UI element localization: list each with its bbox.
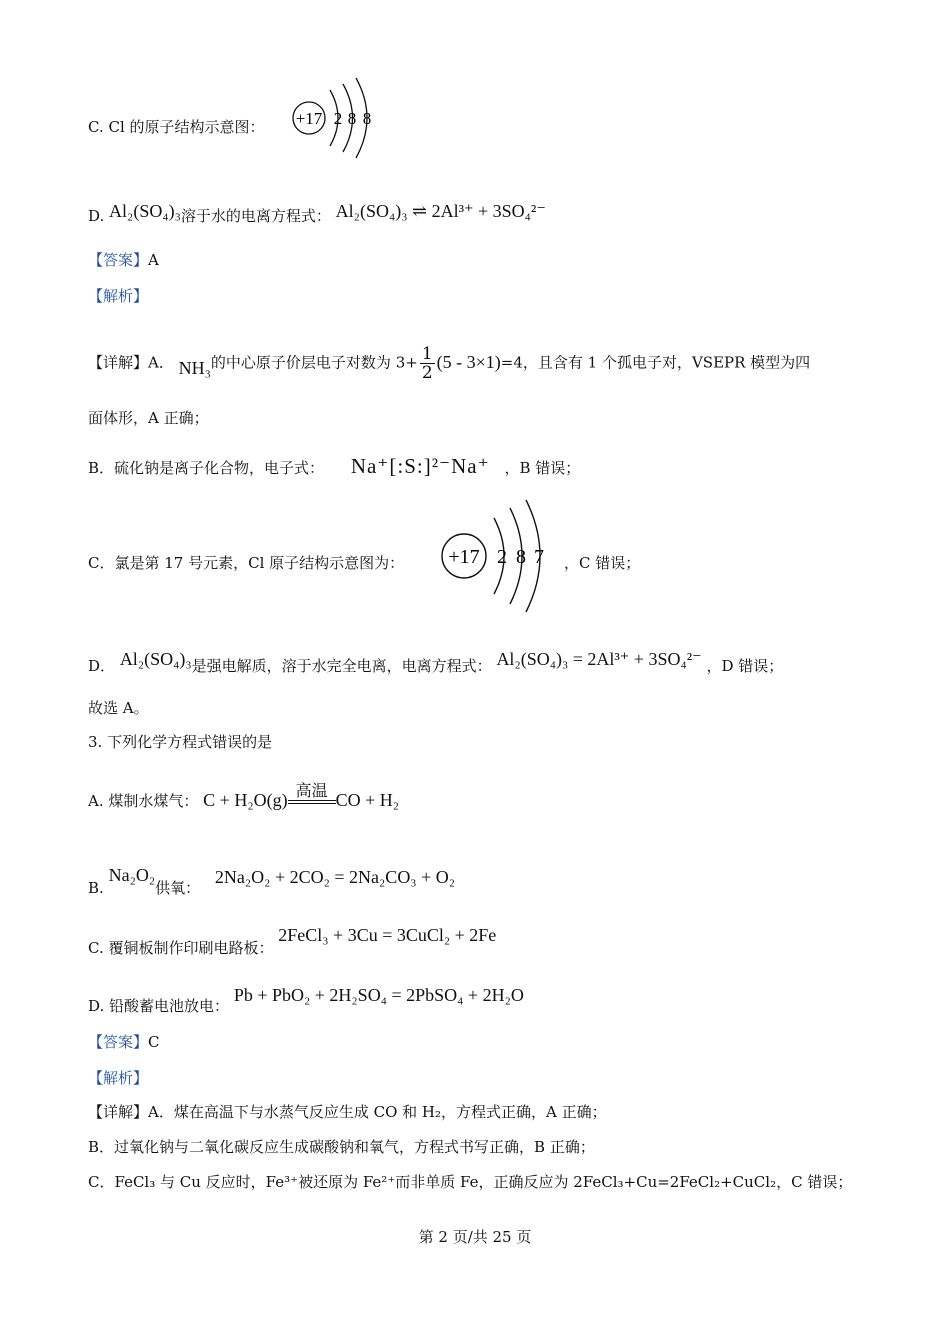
- electron-formula-na2s: Na⁺[:S:]²⁻Na⁺: [350, 454, 490, 478]
- detail-a-expression: (5 - 3×1): [436, 351, 501, 372]
- q2-detail-c: [88, 552, 404, 574]
- nucleus-charge: +17: [295, 109, 323, 128]
- option-b-label-2: 供氧：: [155, 879, 201, 897]
- atom-diagram-cl-288: [288, 76, 388, 160]
- detail-label: 【详解】: [88, 353, 149, 372]
- answer-label: 【答案】: [88, 1033, 149, 1051]
- reaction-condition-arrow: [288, 782, 336, 812]
- shell-1: 2: [333, 109, 343, 128]
- option-a-rhs: CO + H₂: [335, 790, 400, 810]
- q2-detail-c-result: ，C 错误；: [564, 554, 641, 572]
- detail-d-result: ，D 错误；: [706, 657, 784, 675]
- formula-na2o2: Na₂O₂: [108, 865, 156, 885]
- detail-b-text: B．硫化钠是离子化合物，电子式：: [88, 459, 325, 477]
- q3-option-a: [88, 782, 399, 812]
- detail-a-text: A．煤在高温下与水蒸气反应生成 CO 和 H₂，方程式正确，A 正确；: [148, 1103, 607, 1121]
- ionization-equation-reversible: [336, 200, 546, 222]
- shell-3: 7: [534, 546, 544, 568]
- page-footer: 第 2 页/共 25 页: [418, 1228, 532, 1246]
- q3-option-b: [88, 864, 455, 899]
- option-c-equation: 2FeCl₃ + 3Cu = 3CuCl₂ + 2Fe: [278, 925, 497, 945]
- option-b-equation: 2Na₂O₂ + 2CO₂ = 2Na₂CO₃ + O₂: [214, 867, 456, 887]
- condition-text: 高温: [295, 781, 328, 800]
- equals-sign-icon: [288, 800, 336, 804]
- q3-detail-b: B．过氧化钠与二氧化碳反应生成碳酸钠和氧气，方程式书写正确，B 正确；: [88, 1138, 595, 1156]
- answer-value: C: [148, 1033, 160, 1051]
- reversible-arrow-icon: ⇌: [412, 201, 428, 221]
- detail-d-prefix: D．: [88, 657, 116, 675]
- q2-analysis-label: 【解析】: [88, 287, 149, 305]
- fraction-denominator: 2: [421, 363, 433, 383]
- answer-label: 【答案】: [88, 251, 149, 269]
- option-c-prev-label: C. Cl 的原子结构示意图：: [88, 118, 265, 136]
- option-b-label: B.: [88, 879, 104, 897]
- q2-detail-a: [88, 345, 810, 382]
- q3-answer: [88, 1031, 160, 1053]
- option-c-label: C. 覆铜板制作印刷电路板：: [88, 939, 274, 957]
- detail-label: 【详解】: [88, 1103, 149, 1121]
- formula-al2so43: Al₂(SO₄)₃: [119, 649, 192, 669]
- option-a-lhs: C + H₂O(g): [203, 790, 288, 810]
- nucleus-charge: +17: [448, 546, 480, 568]
- option-d-equation: Pb + PbO₂ + 2H₂SO₄ = 2PbSO₄ + 2H₂O: [233, 985, 524, 1005]
- detail-d-text: 是强电解质，溶于水完全电离，电离方程式：: [191, 657, 492, 675]
- detail-b-result: ，B 错误；: [504, 459, 581, 477]
- q3-detail-c: C．FeCl₃ 与 Cu 反应时，Fe³⁺被还原为 Fe²⁺而非单质 Fe，正确反应为 2FeCl₃+Cu=2FeCl₂+CuCl₂，C 错误；: [88, 1173, 853, 1191]
- shell-2: 8: [347, 109, 357, 128]
- detail-a-text-2: =4，且含有 1 个孤电子对，VSEPR 模型为四: [500, 353, 811, 372]
- q2-answer: [88, 249, 159, 271]
- option-d-prev-text: 溶于水的电离方程式：: [180, 207, 331, 225]
- detail-c-text: C．氯是第 17 号元素，Cl 原子结构示意图为：: [88, 554, 405, 572]
- answer-value: A: [148, 251, 159, 269]
- option-c-prev: [88, 116, 265, 138]
- q3-option-c: [88, 924, 496, 959]
- q2-detail-b: [88, 455, 580, 479]
- q2-detail-d: [88, 648, 783, 677]
- formula-al2so43: Al₂(SO₄)₃: [109, 201, 181, 221]
- q3-question: 3. 下列化学方程式错误的是: [88, 733, 273, 751]
- q2-detail-a-cont: 面体形，A 正确；: [88, 409, 209, 427]
- q3-analysis-label: 【解析】: [88, 1069, 149, 1087]
- q2-conclusion: 故选 A。: [88, 699, 149, 717]
- fraction-one-half: [420, 345, 435, 382]
- option-d-prev: [88, 200, 546, 227]
- q3-detail-a: [88, 1101, 607, 1123]
- detail-a-text: 的中心原子价层电子对数为 3+: [210, 353, 418, 372]
- shell-2: 8: [516, 546, 526, 568]
- atom-diagram-cl-287: [438, 496, 558, 616]
- eq-lhs: Al₂(SO₄)₃: [335, 201, 408, 221]
- fraction-numerator: 1: [421, 344, 433, 364]
- ionization-equation: Al₂(SO₄)₃ = 2Al³⁺ + 3SO₄²⁻: [496, 649, 702, 669]
- option-a-label: A. 煤制水煤气：: [88, 792, 199, 810]
- shell-1: 2: [497, 546, 507, 568]
- q3-option-d: [88, 984, 524, 1017]
- detail-a-prefix: A．: [148, 353, 174, 372]
- option-d-label: D. 铅酸蓄电池放电：: [88, 997, 230, 1015]
- option-d-prev-label: D.: [88, 207, 105, 225]
- shell-3: 8: [362, 109, 372, 128]
- eq-rhs: 2Al³⁺ + 3SO₄²⁻: [431, 201, 546, 221]
- formula-nh3: NH₃: [178, 357, 211, 378]
